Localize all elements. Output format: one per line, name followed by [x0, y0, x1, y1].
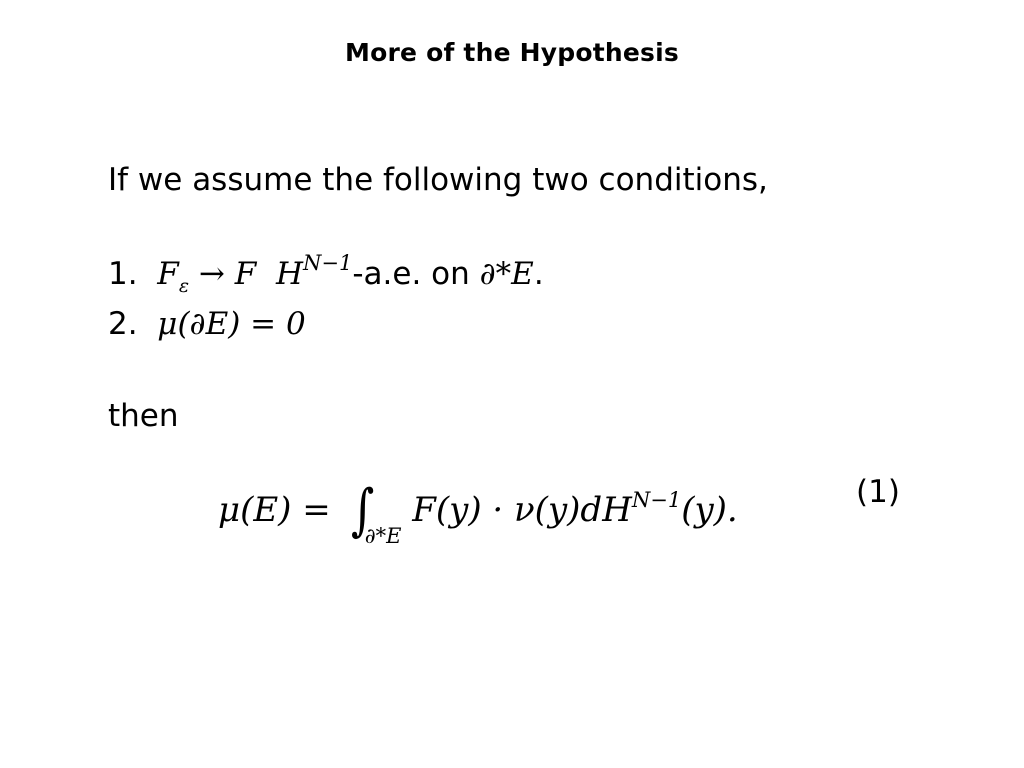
condition-2-number: 2. [108, 306, 138, 342]
equation-1 [218, 470, 738, 548]
f-epsilon-symbol: F [157, 256, 179, 292]
intro-text: If we assume the following two conditions, [108, 162, 768, 198]
then-text: then [108, 398, 179, 434]
reduced-boundary-symbol: ∂*E [479, 256, 534, 292]
condition-1 [108, 251, 544, 297]
integral-domain: ∂*E [364, 524, 402, 548]
condition-2 [108, 306, 306, 342]
condition-1-number: 1. [108, 256, 138, 292]
equation-lhs: μ(E) = [218, 490, 331, 530]
hausdorff-exponent: N−1 [303, 251, 353, 275]
hausdorff-measure-symbol: H [602, 490, 632, 530]
equation-number: (1) [856, 474, 900, 510]
integrand: F(y) · ν(y)d [412, 490, 603, 530]
f-symbol: F [234, 256, 257, 292]
epsilon-subscript: ε [178, 275, 190, 297]
condition-2-expression: μ(∂E) = 0 [157, 306, 306, 342]
integrand-end: (y). [681, 490, 738, 530]
arrow-symbol: → [198, 256, 225, 292]
slide-title: More of the Hypothesis [345, 38, 679, 67]
condition-1-end: . [533, 256, 544, 292]
ae-text: -a.e. on [352, 256, 470, 292]
integral-sign: ∫ [350, 478, 374, 543]
hausdorff-symbol: H [275, 256, 303, 292]
measure-exponent: N−1 [631, 488, 682, 512]
